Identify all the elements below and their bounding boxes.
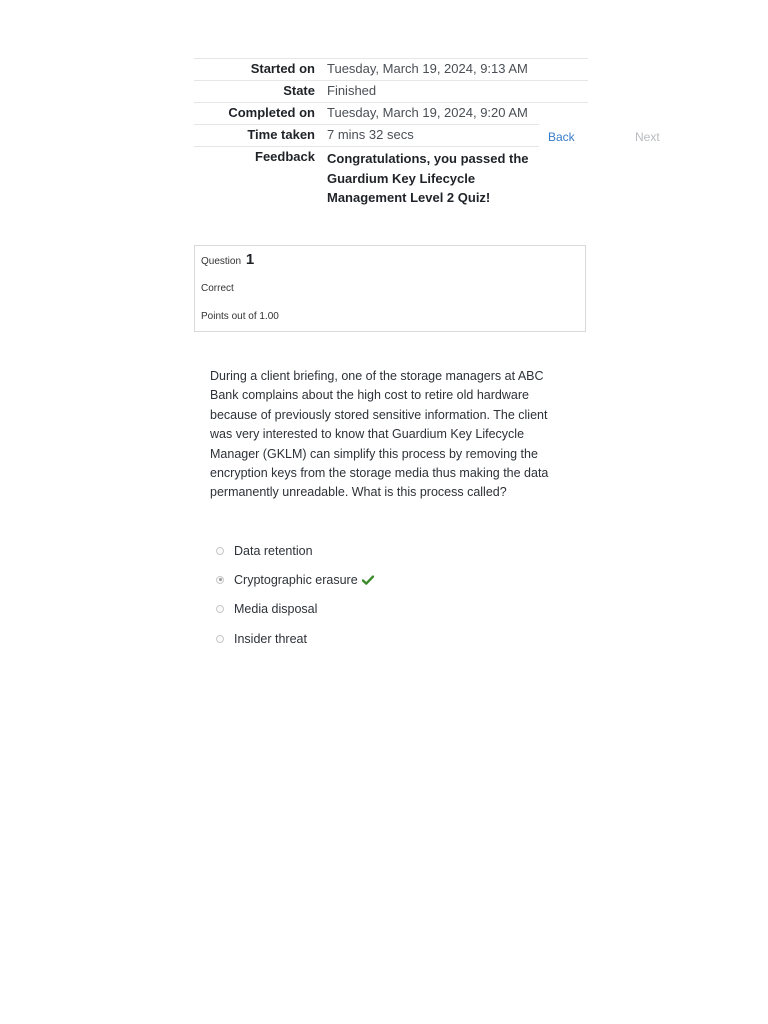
feedback-label: Feedback [255,149,315,164]
radio-button-selected[interactable] [216,576,224,584]
answer-options [216,536,374,653]
answer-option[interactable] [216,624,374,653]
question-state: Correct [201,283,234,294]
summary-row-time-taken [194,124,539,146]
answer-label: Data retention [234,543,313,558]
question-info-box [194,245,586,332]
answer-option[interactable] [216,565,374,594]
question-text: During a client briefing, one of the storage managers at ABC Bank complains about the high cost to retire old hardware because of previously stored sensitive information. The client was very interested to know that Guardium Key Lifecycle Manager (GKLM) can simplify this process by removing the encryption keys from the storage media thus making the data permanently unreadable. What is this process called? [210,369,549,500]
state-value: Finished [327,83,377,98]
next-link-disabled: Next [635,130,660,144]
question-prefix: Question [201,256,242,267]
completed-on-value: Tuesday, March 19, 2024, 9:20 AM [327,105,528,120]
time-taken-label: Time taken [247,127,315,142]
started-on-label: Started on [250,61,315,76]
attempt-summary-table [194,58,588,211]
answer-label: Media disposal [234,602,318,617]
summary-row-state [194,80,588,102]
summary-row-started-on [194,58,588,80]
summary-row-completed-on [194,102,588,124]
feedback-value: Congratulations, you passed the Guardium Key Lifecycle Management Level 2 Quiz! [327,151,529,205]
time-taken-value: 7 mins 32 secs [327,127,414,142]
question-number [201,252,254,270]
answer-option[interactable] [216,536,374,565]
radio-button[interactable] [216,635,224,643]
radio-button[interactable] [216,547,224,555]
answer-label: Insider threat [234,631,307,646]
radio-button[interactable] [216,605,224,613]
summary-row-feedback [194,146,539,211]
started-on-value: Tuesday, March 19, 2024, 9:13 AM [327,61,528,76]
back-link[interactable]: Back [548,130,575,144]
state-label: State [283,83,315,98]
checkmark-icon [362,575,374,585]
completed-on-label: Completed on [228,105,315,120]
question-number-value: 1 [245,251,255,268]
answer-label: Cryptographic erasure [234,572,358,587]
answer-option[interactable] [216,595,374,624]
question-grade: Points out of 1.00 [201,311,279,322]
